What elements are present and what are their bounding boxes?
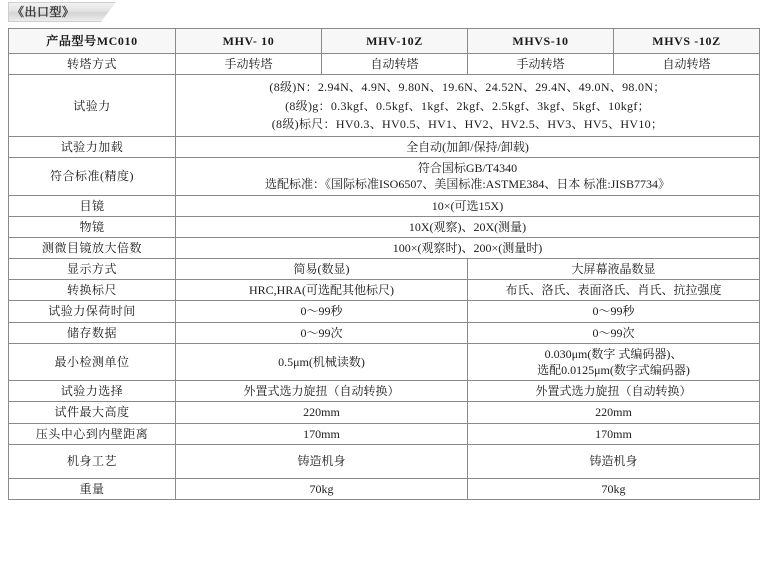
spec-sheet-page xyxy=(0,2,768,565)
row-cell: 0～99秒 xyxy=(176,301,468,322)
table-row xyxy=(9,402,760,423)
row-cell: 手动转塔 xyxy=(468,54,614,75)
banner-label: 《出口型》 xyxy=(12,5,75,19)
row-cell: 100×(观察时)、200×(测量时) xyxy=(176,237,760,258)
row-cell: 大屏幕液晶数显 xyxy=(468,259,760,280)
row-label: 符合标准(精度) xyxy=(9,158,176,195)
table-row xyxy=(9,216,760,237)
row-label: 转塔方式 xyxy=(9,54,176,75)
row-cell: 自动转塔 xyxy=(322,54,468,75)
row-label: 试验力加载 xyxy=(9,136,176,157)
table-row xyxy=(9,136,760,157)
force-line-kgf: (8级)g：0.3kgf、0.5kgf、1kgf、2kgf、2.5kgf、3kgf、5kgf、10kgf； xyxy=(285,98,650,113)
standard-line-1: 符合国标GB/T4340 xyxy=(417,161,518,176)
specification-table xyxy=(8,28,760,500)
row-cell-multiline xyxy=(176,75,760,137)
row-label: 试验力保荷时间 xyxy=(9,301,176,322)
row-cell: 手动转塔 xyxy=(176,54,322,75)
row-label: 压头中心到内壁距离 xyxy=(9,423,176,444)
row-cell: 0～99秒 xyxy=(468,301,760,322)
row-cell: HRC,HRA(可选配其他标尺) xyxy=(176,280,468,301)
row-label: 显示方式 xyxy=(9,259,176,280)
table-row xyxy=(9,259,760,280)
row-label: 目镜 xyxy=(9,195,176,216)
row-cell: 220mm xyxy=(468,402,760,423)
table-row xyxy=(9,54,760,75)
row-cell: 170mm xyxy=(176,423,468,444)
row-label: 试验力 xyxy=(9,75,176,137)
table-row xyxy=(9,237,760,258)
row-cell: 170mm xyxy=(468,423,760,444)
row-cell: 0～99次 xyxy=(468,322,760,343)
row-label: 储存数据 xyxy=(9,322,176,343)
row-cell: 10×(可选15X) xyxy=(176,195,760,216)
min-unit-line-2: 选配0.0125μm(数字式编码器) xyxy=(537,363,690,377)
banner xyxy=(8,2,760,24)
header-col-3: MHVS-10 xyxy=(468,29,614,54)
row-cell: 0～99次 xyxy=(176,322,468,343)
row-label: 物镜 xyxy=(9,216,176,237)
standard-line-2: 选配标准：《国际标准ISO6507、美国标准:ASTME384、日本 标准:JISB7734》 xyxy=(264,177,671,192)
header-col-1: MHV- 10 xyxy=(176,29,322,54)
row-cell: 铸造机身 xyxy=(176,444,468,478)
row-cell: 铸造机身 xyxy=(468,444,760,478)
header-col-4: MHVS -10Z xyxy=(614,29,760,54)
force-line-n: (8级)N：2.94N、4.9N、9.80N、19.6N、24.52N、29.4N、49.0N、98.0N； xyxy=(269,80,666,95)
row-cell: 220mm xyxy=(176,402,468,423)
force-line-scale: (8级)标尺：HV0.3、HV0.5、HV1、HV2、HV2.5、HV3、HV5、HV10； xyxy=(271,116,664,131)
row-cell: 简易(数显) xyxy=(176,259,468,280)
table-body xyxy=(9,29,760,500)
table-row xyxy=(9,322,760,343)
header-model-label: 产品型号MC010 xyxy=(9,29,176,54)
row-cell: 10X(观察)、20X(测量) xyxy=(176,216,760,237)
table-header-row xyxy=(9,29,760,54)
row-label: 试件最大高度 xyxy=(9,402,176,423)
table-row xyxy=(9,280,760,301)
table-row xyxy=(9,301,760,322)
row-cell: 全自动(加卸/保持/卸载) xyxy=(176,136,760,157)
table-row xyxy=(9,195,760,216)
row-cell: 布氏、洛氏、表面洛氏、肖氏、抗拉强度 xyxy=(468,280,760,301)
row-cell: 70kg xyxy=(176,478,468,499)
table-row xyxy=(9,158,760,195)
table-row xyxy=(9,75,760,137)
row-label: 转换标尺 xyxy=(9,280,176,301)
row-label: 试验力选择 xyxy=(9,381,176,402)
row-cell: 自动转塔 xyxy=(614,54,760,75)
row-label: 重量 xyxy=(9,478,176,499)
row-cell-multiline xyxy=(176,158,760,195)
header-col-2: MHV-10Z xyxy=(322,29,468,54)
min-unit-line-1: 0.030μm(数字 式编码器)、 xyxy=(544,346,683,361)
table-row xyxy=(9,423,760,444)
row-cell-multiline xyxy=(468,343,760,380)
row-cell: 0.5μm(机械读数) xyxy=(176,343,468,380)
table-row xyxy=(9,343,760,380)
row-cell: 70kg xyxy=(468,478,760,499)
table-row xyxy=(9,381,760,402)
row-cell: 外置式选力旋扭（自动转换） xyxy=(176,381,468,402)
row-cell: 外置式选力旋扭（自动转换） xyxy=(468,381,760,402)
table-row xyxy=(9,444,760,478)
row-label: 测微目镜放大倍数 xyxy=(9,237,176,258)
table-row xyxy=(9,478,760,499)
row-label: 最小检测单位 xyxy=(9,343,176,380)
row-label: 机身工艺 xyxy=(9,444,176,478)
